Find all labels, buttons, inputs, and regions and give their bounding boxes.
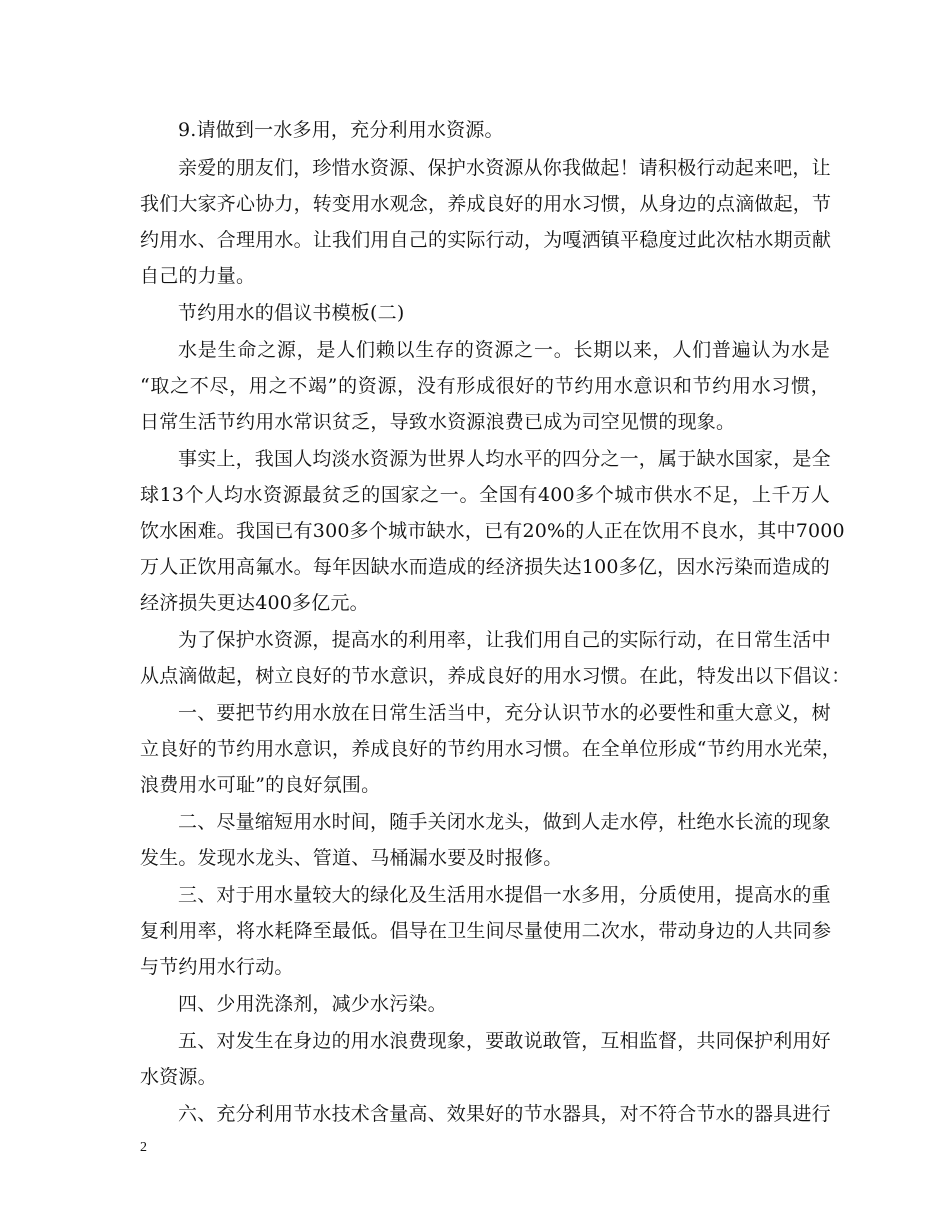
text-line-1: 9.请做到一水多用，充分利用水资源。 xyxy=(178,119,504,141)
text-line-7: 水是生命之源，是人们赖以生存的资源之一。长期以来，人们普遍认为水是 xyxy=(178,339,830,361)
text-line-17: 一、要把节约用水放在日常生活当中，充分认识节水的必要性和重大意义，树 xyxy=(178,702,831,724)
text-line-5: 自己的力量。 xyxy=(140,265,256,287)
text-line-22: 三、对于用水量较大的绿化及生活用水提倡一水多用，分质使用，提高水的重 xyxy=(178,884,831,906)
text-line-11: 球13个人均水资源最贫乏的国家之一。全国有400多个城市供水不足，上千万人 xyxy=(140,484,830,506)
text-line-12: 饮水困难。我国已有300多个城市缺水，已有20%的人正在饮用不良水，其中7000 xyxy=(140,520,845,542)
text-line-23: 复利用率，将水耗降至最低。倡导在卫生间尽量使用二次水，带动身边的人共同参 xyxy=(140,920,832,942)
text-line-3: 我们大家齐心协力，转变用水观念，养成良好的用水习惯，从身边的点滴做起，节 xyxy=(140,193,832,215)
text-line-28: 六、充分利用节水技术含量高、效果好的节水器具，对不符合节水的器具进行 xyxy=(178,1103,831,1125)
text-line-16: 从点滴做起，树立良好的节水意识，养成良好的用水习惯。在此，特发出以下倡议： xyxy=(140,665,851,687)
text-line-21: 发生。发现水龙头、管道、马桶漏水要及时报修。 xyxy=(140,847,563,869)
text-line-15: 为了保护水资源，提高水的利用率，让我们用自己的实际行动，在日常生活中 xyxy=(178,629,831,651)
text-line-18: 立良好的节约用水意识，养成良好的节约用水习惯。在全单位形成“节约用水光荣， xyxy=(140,738,842,760)
text-line-8: “取之不尽，用之不竭”的资源，没有形成很好的节约用水意识和节约用水习惯， xyxy=(140,375,830,397)
text-line-9: 日常生活节约用水常识贫乏，导致水资源浪费已成为司空见惯的现象。 xyxy=(140,411,736,433)
text-line-27: 水资源。 xyxy=(140,1066,217,1088)
text-line-20: 二、尽量缩短用水时间，随手关闭水龙头，做到人走水停，杜绝水长流的现象 xyxy=(178,811,831,833)
page-number: 2 xyxy=(140,1140,147,1155)
text-line-14: 经济损失更达400多亿元。 xyxy=(140,592,369,614)
text-line-13: 万人正饮用高氟水。每年因缺水而造成的经济损失达100多亿，因水污染而造成的 xyxy=(140,556,830,578)
text-line-10: 事实上，我国人均淡水资源为世界人均水平的四分之一，属于缺水国家，是全 xyxy=(178,448,831,470)
text-line-26: 五、对发生在身边的用水浪费现象，要敢说敢管，互相监督，共同保护利用好 xyxy=(178,1030,831,1052)
text-line-25: 四、少用洗涤剂，减少水污染。 xyxy=(178,993,447,1015)
section-heading: 节约用水的倡议书模板(二) xyxy=(178,302,405,324)
text-line-24: 与节约用水行动。 xyxy=(140,956,294,978)
text-line-2: 亲爱的朋友们，珍惜水资源、保护水资源从你我做起！请积极行动起来吧，让 xyxy=(178,157,831,179)
text-line-19: 浪费用水可耻”的良好氛围。 xyxy=(140,774,381,796)
text-line-4: 约用水、合理用水。让我们用自己的实际行动，为嘎洒镇平稳度过此次枯水期贡献 xyxy=(140,229,832,251)
